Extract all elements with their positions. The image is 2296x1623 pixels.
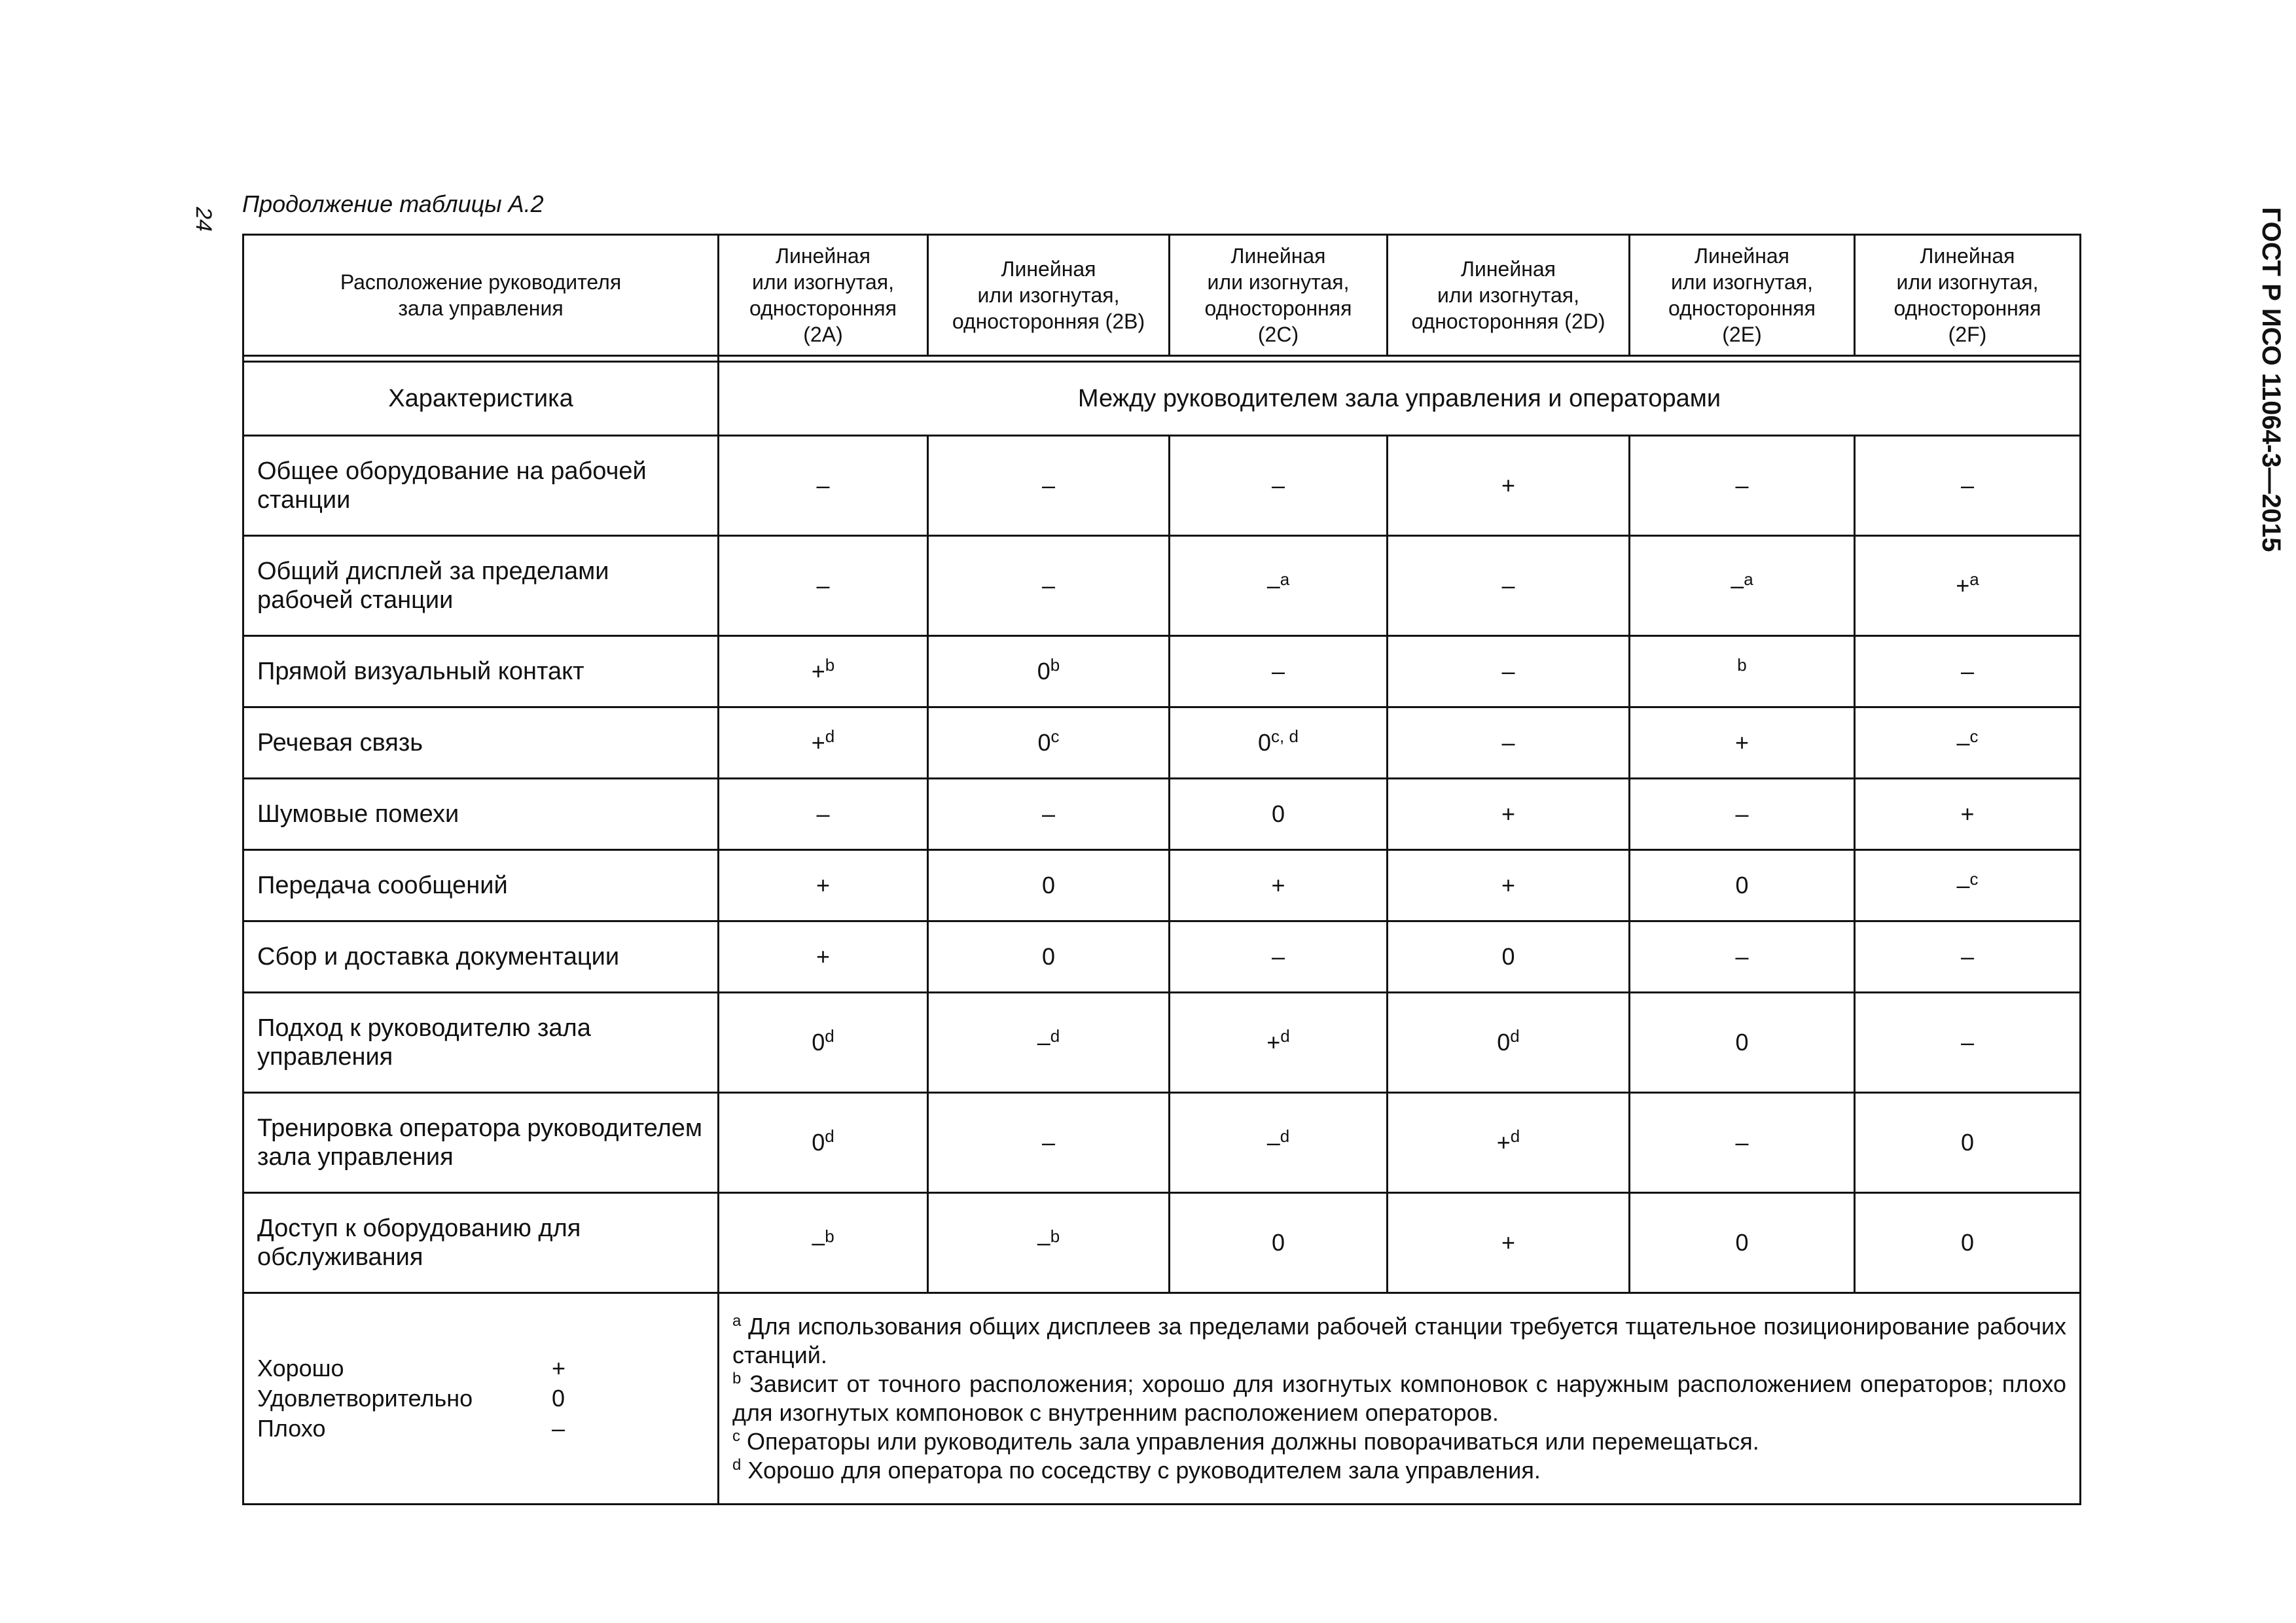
rating-cell xyxy=(1388,779,1630,850)
rating-value: – xyxy=(1731,572,1744,599)
footnotes-cell xyxy=(719,1293,2081,1505)
header-col-line: односторонняя xyxy=(749,296,897,320)
legend-label: Плохо xyxy=(257,1415,326,1442)
rating-cell xyxy=(1630,779,1855,850)
rating-value: 0 xyxy=(1501,943,1515,970)
header-first-line: Расположение руководителя xyxy=(340,270,622,294)
rating-value: – xyxy=(1735,1129,1749,1156)
rating-value: – xyxy=(1041,472,1056,499)
row-label: Шумовые помехи xyxy=(243,779,719,850)
rating-value: – xyxy=(1271,658,1285,685)
header-col-line: или изогнутая, xyxy=(1896,270,2039,294)
rating-value: 0 xyxy=(1041,943,1056,970)
rating-cell xyxy=(1170,1193,1388,1293)
footnote-mark: b xyxy=(1737,655,1747,675)
rating-cell xyxy=(928,779,1170,850)
rating-cell xyxy=(1855,921,2081,993)
table-row xyxy=(243,436,2081,536)
rating-value: + xyxy=(1501,472,1516,499)
table-row xyxy=(243,993,2081,1093)
rating-cell xyxy=(1170,850,1388,921)
rating-cell xyxy=(719,779,928,850)
footnote-text: Зависит от точного расположения; хорошо для изогнутых компоновок с наружным расположением операторов; плохо для изогнутых компоновок с внутренним расположением операторов. xyxy=(732,1370,2066,1426)
header-first-cell xyxy=(243,235,719,356)
rating-cell xyxy=(1170,636,1388,707)
footnote-mark: d xyxy=(825,726,835,746)
footnote-mark: a xyxy=(1744,569,1753,589)
table-row xyxy=(243,779,2081,850)
rating-value: – xyxy=(816,472,830,499)
rating-cell xyxy=(719,850,928,921)
rating-cell xyxy=(1855,707,2081,779)
rating-value: + xyxy=(1501,800,1516,827)
footnote-mark: d xyxy=(1280,1026,1290,1046)
footnote-mark: b xyxy=(732,1370,742,1387)
rating-cell xyxy=(1388,921,1630,993)
footnote-mark: d xyxy=(825,1026,834,1046)
footnotes xyxy=(732,1312,2066,1485)
footnote-mark: d xyxy=(732,1456,742,1474)
rating-cell xyxy=(1855,436,2081,536)
header-col-line: Линейная xyxy=(1920,244,2015,268)
rating-value: – xyxy=(1501,658,1515,685)
table-row xyxy=(243,636,2081,707)
rating-value: – xyxy=(1960,943,1975,970)
header-col-2b xyxy=(928,235,1170,356)
rating-cell xyxy=(928,436,1170,536)
rating-cell xyxy=(1630,707,1855,779)
rating-value: + xyxy=(1501,1229,1516,1256)
rating-cell xyxy=(719,636,928,707)
header-col-line: односторонняя xyxy=(1893,296,2041,320)
header-col-2e xyxy=(1630,235,1855,356)
rating-cell xyxy=(1170,1093,1388,1193)
rating-cell xyxy=(1630,536,1855,636)
footnote-mark: b xyxy=(1050,655,1060,675)
table-row xyxy=(243,921,2081,993)
rating-cell xyxy=(1855,1093,2081,1193)
rating-cell xyxy=(928,707,1170,779)
rating-value: 0 xyxy=(1735,1229,1749,1256)
rating-cell xyxy=(1855,536,2081,636)
rating-value: + xyxy=(811,658,825,685)
footnote-mark: c xyxy=(1969,726,1979,746)
rating-cell xyxy=(1388,1093,1630,1193)
footnote-mark: d xyxy=(825,1126,834,1146)
row-label: Сбор и доставка документации xyxy=(243,921,719,993)
legend-row xyxy=(243,1293,2081,1505)
rating-cell xyxy=(928,1093,1170,1193)
rating-value: 0 xyxy=(1960,1129,1975,1156)
rating-value: 0 xyxy=(1041,872,1056,899)
header-col-line: Линейная xyxy=(1001,257,1096,281)
legend-symbol: 0 xyxy=(552,1385,565,1412)
rating-value: + xyxy=(816,872,831,899)
header-col-2c xyxy=(1170,235,1388,356)
footnote-mark: c xyxy=(732,1427,740,1445)
footnote-mark: d xyxy=(1510,1026,1520,1046)
rating-value: 0 xyxy=(1271,800,1285,827)
footnote-mark: c, d xyxy=(1271,726,1299,746)
rating-value: 0 xyxy=(1735,1029,1749,1056)
rating-cell xyxy=(1855,636,2081,707)
header-col-line: односторонняя (2B) xyxy=(952,310,1145,333)
rating-value: – xyxy=(1037,1029,1050,1056)
header-first-line: зала управления xyxy=(398,296,564,320)
header-col-line: или изогнутая, xyxy=(977,283,1120,307)
rating-cell xyxy=(928,536,1170,636)
rating-value: – xyxy=(1041,572,1056,599)
header-row xyxy=(243,235,2081,356)
rating-value: – xyxy=(1960,472,1975,499)
header-col-line: односторонняя xyxy=(1668,296,1816,320)
footnote-text: Хорошо для оператора по соседству с руководителем зала управления. xyxy=(741,1457,1541,1484)
rating-value: + xyxy=(816,943,831,970)
rating-value: – xyxy=(1271,943,1285,970)
header-col-line: Линейная xyxy=(1694,244,1789,268)
rating-value: – xyxy=(1266,1129,1280,1156)
table-row xyxy=(243,1093,2081,1193)
rating-value: 0 xyxy=(1037,729,1051,756)
table-row xyxy=(243,536,2081,636)
rating-value: – xyxy=(816,572,830,599)
rating-value: 0 xyxy=(812,1129,825,1156)
rating-value: – xyxy=(1041,800,1056,827)
header-col-2a xyxy=(719,235,928,356)
header-col-line: Линейная xyxy=(775,244,870,268)
footnote-text: Операторы или руководитель зала управления должны поворачиваться или перемещаться. xyxy=(740,1428,1759,1455)
row-label: Тренировка оператора руководителем зала управления xyxy=(243,1093,719,1193)
header-col-line: (2C) xyxy=(1257,323,1299,346)
rating-cell xyxy=(1170,707,1388,779)
standard-code: ГОСТ Р ИСО 11064-3—2015 xyxy=(2257,207,2286,552)
rating-value: – xyxy=(1735,943,1749,970)
table-row xyxy=(243,1193,2081,1293)
rating-value: – xyxy=(1037,1229,1050,1256)
rating-value: 0 xyxy=(812,1029,825,1056)
rating-value: + xyxy=(1266,1029,1281,1056)
comparison-table xyxy=(242,234,2081,1505)
rating-cell xyxy=(1388,850,1630,921)
footnote-mark: b xyxy=(825,655,835,675)
footnote-mark: b xyxy=(825,1226,834,1246)
rating-value: – xyxy=(1735,800,1749,827)
header-col-line: или изогнутая, xyxy=(1671,270,1813,294)
footnote-mark: d xyxy=(1280,1126,1290,1146)
rating-cell xyxy=(1388,536,1630,636)
header-col-line: (2E) xyxy=(1722,323,1762,346)
rating-cell xyxy=(1630,436,1855,536)
rating-value: + xyxy=(1501,872,1516,899)
rating-value: 0 xyxy=(1037,658,1050,685)
rating-cell xyxy=(719,1093,928,1193)
header-col-line: или изогнутая, xyxy=(1207,270,1350,294)
section-label: Характеристика xyxy=(243,362,719,436)
table-row xyxy=(243,707,2081,779)
header-col-line: односторонняя (2D) xyxy=(1411,310,1605,333)
section-row xyxy=(243,362,2081,436)
rating-value: – xyxy=(816,800,830,827)
footnote xyxy=(732,1427,2066,1456)
rating-cell xyxy=(1388,636,1630,707)
table-row xyxy=(243,850,2081,921)
rating-value: + xyxy=(1271,872,1285,899)
rating-value: – xyxy=(1501,572,1515,599)
header-col-line: (2F) xyxy=(1948,323,1987,346)
rating-value: – xyxy=(1735,472,1749,499)
header-col-line: Линейная xyxy=(1230,244,1326,268)
rating-cell xyxy=(1630,1093,1855,1193)
legend-symbol: + xyxy=(552,1355,566,1382)
table-caption: Продолжение таблицы А.2 xyxy=(242,190,544,217)
rating-value: 0 xyxy=(1258,729,1272,756)
rating-value: – xyxy=(1960,658,1975,685)
rating-cell xyxy=(719,536,928,636)
rating-value: – xyxy=(1501,729,1515,756)
rating-value: 0 xyxy=(1497,1029,1511,1056)
header-col-line: односторонняя xyxy=(1204,296,1352,320)
rating-cell xyxy=(1170,536,1388,636)
rating-cell xyxy=(1170,436,1388,536)
rating-cell xyxy=(1170,993,1388,1093)
rating-cell xyxy=(928,921,1170,993)
rating-value: – xyxy=(1960,1029,1975,1056)
rating-value: – xyxy=(812,1229,825,1256)
header-col-line: (2A) xyxy=(803,323,843,346)
rating-cell xyxy=(1630,850,1855,921)
rating-cell xyxy=(719,1193,928,1293)
row-label: Подход к руководителю зала управления xyxy=(243,993,719,1093)
footnote-mark: d xyxy=(1050,1026,1060,1046)
rating-cell xyxy=(1388,1193,1630,1293)
rating-value: 0 xyxy=(1735,872,1749,899)
rating-value: + xyxy=(1956,572,1970,599)
footnote xyxy=(732,1456,2066,1485)
rating-cell xyxy=(1388,993,1630,1093)
rating-cell xyxy=(928,636,1170,707)
header-col-2d xyxy=(1388,235,1630,356)
rating-cell xyxy=(1630,993,1855,1093)
rating-cell xyxy=(1855,1193,2081,1293)
header-col-line: Линейная xyxy=(1460,257,1556,281)
footnote-mark: c xyxy=(1969,869,1979,889)
rating-value: – xyxy=(1956,872,1970,899)
footnote-mark: a xyxy=(1280,569,1290,589)
rating-cell xyxy=(1630,921,1855,993)
section-span-text: Между руководителем зала управления и операторами xyxy=(719,362,2081,436)
rating-value: 0 xyxy=(1271,1229,1285,1256)
footnote-mark: d xyxy=(1510,1126,1520,1146)
footnote xyxy=(732,1370,2066,1427)
row-label: Передача сообщений xyxy=(243,850,719,921)
rating-value: + xyxy=(811,729,825,756)
legend-label: Хорошо xyxy=(257,1355,344,1382)
rating-value: – xyxy=(1041,1129,1056,1156)
page-number: 24 xyxy=(190,207,216,232)
legend xyxy=(257,1354,704,1443)
rating-value: + xyxy=(1496,1129,1511,1156)
rating-cell xyxy=(928,993,1170,1093)
rating-value: – xyxy=(1266,572,1280,599)
rating-cell xyxy=(719,993,928,1093)
rating-cell xyxy=(719,707,928,779)
rating-cell xyxy=(1630,1193,1855,1293)
row-label: Прямой визуальный контакт xyxy=(243,636,719,707)
rating-cell xyxy=(719,921,928,993)
header-col-line: или изогнутая, xyxy=(752,270,894,294)
rating-value: – xyxy=(1271,472,1285,499)
legend-cell xyxy=(243,1293,719,1505)
header-separator xyxy=(243,356,2081,362)
rating-cell xyxy=(1170,779,1388,850)
rating-value: + xyxy=(1960,800,1975,827)
row-label: Доступ к оборудованию для обслуживания xyxy=(243,1193,719,1293)
rating-cell xyxy=(1388,707,1630,779)
footnote-mark: a xyxy=(732,1312,742,1330)
rating-cell xyxy=(1630,636,1855,707)
rating-cell xyxy=(928,1193,1170,1293)
row-label: Общий дисплей за пределами рабочей станции xyxy=(243,536,719,636)
rating-value: 0 xyxy=(1960,1229,1975,1256)
footnote-mark: a xyxy=(1969,569,1979,589)
footnote-text: Для использования общих дисплеев за пределами рабочей станции требуется тщательное позиционирование рабочих станций. xyxy=(732,1313,2066,1368)
rating-cell xyxy=(719,436,928,536)
footnote-mark: b xyxy=(1050,1226,1060,1246)
header-col-line: или изогнутая, xyxy=(1437,283,1579,307)
rating-cell xyxy=(1855,993,2081,1093)
rating-value: + xyxy=(1734,729,1749,756)
legend-label: Удовлетворительно xyxy=(257,1385,473,1412)
rating-value: – xyxy=(1956,729,1970,756)
rating-cell xyxy=(1170,921,1388,993)
row-label: Речевая связь xyxy=(243,707,719,779)
legend-symbol: – xyxy=(552,1415,565,1442)
rating-cell xyxy=(1388,436,1630,536)
header-col-2f xyxy=(1855,235,2081,356)
rating-cell xyxy=(928,850,1170,921)
rating-cell xyxy=(1855,850,2081,921)
footnote xyxy=(732,1312,2066,1370)
row-label: Общее оборудование на рабочей станции xyxy=(243,436,719,536)
footnote-mark: c xyxy=(1050,726,1060,746)
rating-cell xyxy=(1855,779,2081,850)
